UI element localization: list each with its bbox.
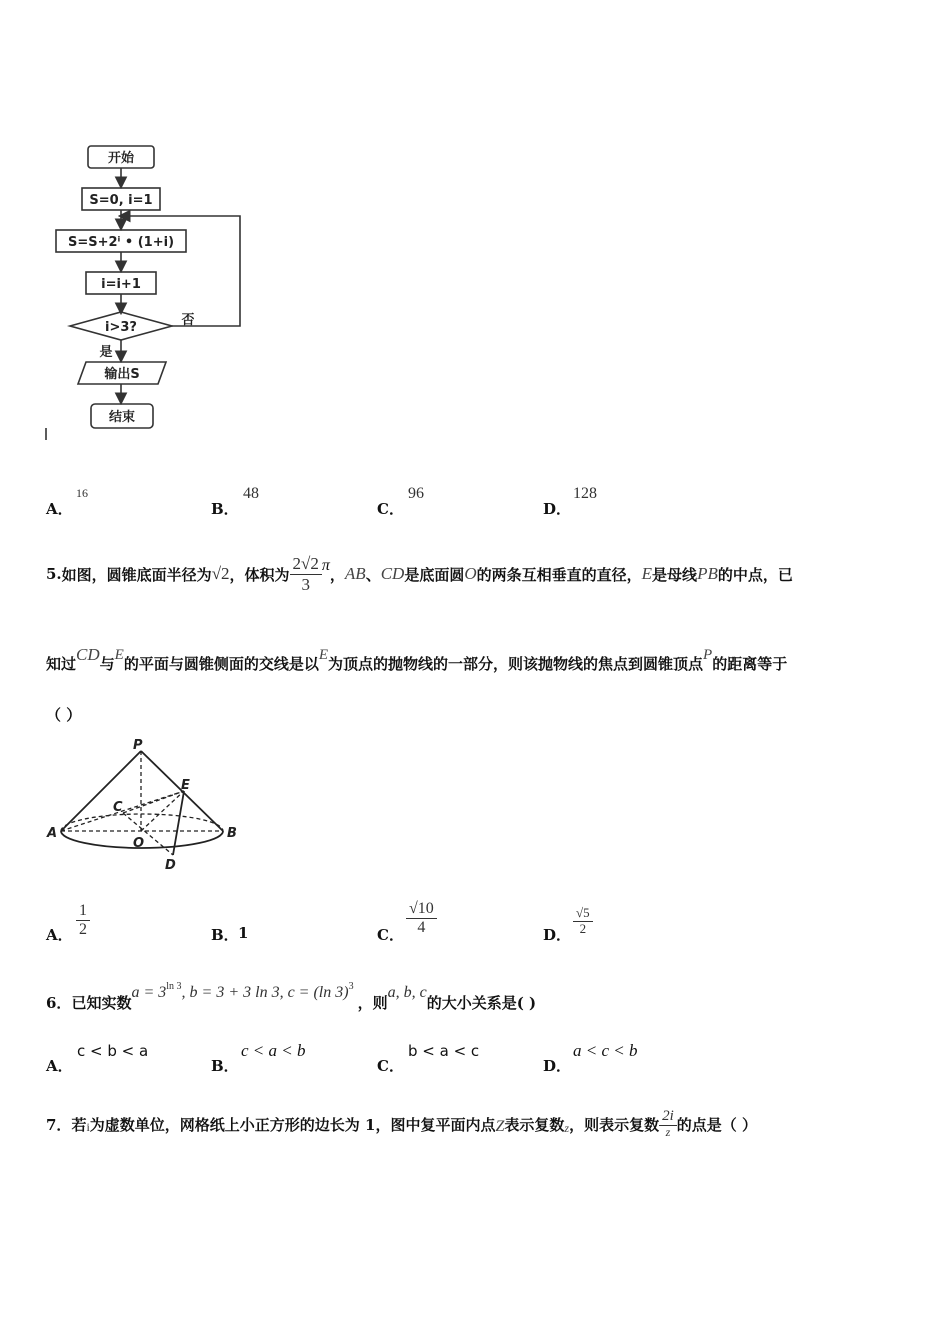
- q4-option-d-letter: D．: [543, 500, 572, 518]
- q6-variables: a, b, c: [387, 984, 427, 1001]
- q5-volume-fraction: [290, 554, 322, 594]
- flow-update-i-text: i=i+1: [101, 277, 141, 292]
- q5-text: 、: [365, 565, 381, 584]
- q7-fraction-num: 2i: [659, 1108, 677, 1126]
- q6-expression-bc: , b = 3 + 3 ln 3, c = (ln 3): [181, 984, 349, 1001]
- q7-number: 7．: [46, 1115, 72, 1134]
- q5-text: 的平面与圆锥侧面的交线是以: [123, 654, 319, 673]
- q5-option-c-den: 4: [417, 919, 426, 937]
- q6-number: 6．: [46, 993, 72, 1012]
- cone-label-e: E: [181, 778, 190, 793]
- q4-option-a-letter: A．: [46, 500, 73, 518]
- q4-option-b-value: 48: [243, 485, 259, 502]
- q5-stem-line1: [46, 548, 793, 600]
- q5-option-b-letter: B．: [211, 926, 239, 944]
- q7-z: z: [564, 1120, 570, 1135]
- flowchart-figure: [40, 138, 255, 443]
- q5-text: 如图，圆锥底面半径为: [61, 565, 212, 584]
- q4-option-b-letter: B．: [211, 500, 239, 518]
- q6-option-a-value: c < b < a: [77, 1042, 149, 1060]
- q6-option-d-letter: D．: [543, 1057, 572, 1075]
- q5-option-a-fraction: [76, 902, 90, 940]
- q5-line2-p: P: [703, 646, 713, 663]
- q5-option-c-letter: C．: [377, 926, 404, 944]
- q5-option-d-num: √5: [573, 906, 593, 922]
- q5-pi: π: [321, 557, 330, 574]
- q6-stem: [46, 980, 537, 1020]
- q5-text: 是底面圆: [404, 565, 465, 584]
- q6-option-c-letter: C．: [377, 1057, 404, 1075]
- q5-text: ，体积为: [229, 565, 290, 584]
- q5-text: 的中点，已: [717, 565, 793, 584]
- cone-label-c: C: [113, 800, 123, 815]
- q5-answer-paren: （ ）: [46, 706, 82, 724]
- q5-e: E: [641, 564, 653, 583]
- q4-option-a-value: 16: [76, 486, 88, 500]
- q4-option-c-letter: C．: [377, 500, 404, 518]
- q5-stem-line2: [46, 645, 788, 678]
- q6-expression-a: a = 3: [131, 984, 167, 1001]
- q5-option-a-den: 2: [79, 921, 87, 939]
- q5-volume-numerator: 2√2: [290, 554, 322, 575]
- q7-point-z: Z: [495, 1118, 505, 1135]
- q5-option-a-num: 1: [76, 902, 90, 921]
- q5-option-b-value: 1: [238, 924, 249, 942]
- q5-option-c-fraction: [406, 900, 437, 938]
- q6-exponent-c: 3: [348, 980, 354, 992]
- q5-text: 知过: [46, 654, 77, 673]
- q6-option-d-value: a < c < b: [573, 1041, 638, 1060]
- cone-label-d: D: [165, 858, 176, 873]
- flow-output-text: 输出S: [104, 367, 140, 382]
- q5-line2-e: E: [114, 646, 124, 663]
- flow-no-label: 否: [181, 313, 195, 328]
- q6-text: ，则: [357, 993, 388, 1012]
- q5-number: 5.: [46, 565, 62, 583]
- q7-text: ，则表示复数: [569, 1115, 660, 1134]
- q6-option-b-letter: B．: [211, 1057, 239, 1075]
- q5-text: 的两条互相垂直的直径，: [476, 565, 642, 584]
- q5-text: 与: [99, 654, 115, 673]
- q7-text: 若: [71, 1115, 87, 1134]
- q5-line2-cd: CD: [76, 645, 100, 664]
- cone-label-p: P: [133, 738, 143, 753]
- q7-i: i: [86, 1119, 90, 1134]
- q5-option-c-num: √10: [406, 900, 437, 919]
- q6-option-b-value: c < a < b: [241, 1041, 306, 1060]
- flow-start-text: 开始: [107, 151, 135, 166]
- q5-option-a-letter: A．: [46, 926, 73, 944]
- q6-text: 已知实数: [71, 993, 132, 1012]
- q4-option-c-value: 96: [408, 485, 424, 502]
- q5-o: O: [464, 564, 477, 583]
- q6-exponent-a: ln 3: [166, 980, 182, 992]
- q5-line2-e2: E: [318, 646, 329, 663]
- q6-option-a-letter: A．: [46, 1057, 73, 1075]
- q5-option-d-fraction: [573, 906, 593, 937]
- cone-label-b: B: [227, 826, 237, 841]
- cone-figure: [45, 735, 255, 875]
- q7-text: 为虚数单位，网格纸上小正方形的边长为 1，图中复平面内点: [89, 1115, 496, 1134]
- q5-text: ，: [329, 565, 345, 584]
- q5-option-d-letter: D．: [543, 926, 572, 944]
- q5-text: 为顶点的抛物线的一部分，则该抛物线的焦点到圆锥顶点: [328, 654, 704, 673]
- flow-init-text: S=0, i=1: [89, 193, 153, 208]
- q7-text: 的点是（ ）: [676, 1115, 757, 1134]
- cone-label-o: O: [133, 836, 145, 851]
- q7-fraction-den: z: [665, 1125, 671, 1140]
- q5-pb: PB: [697, 564, 718, 583]
- q6-option-c-value: b < a < c: [408, 1042, 480, 1060]
- q7-text: 表示复数: [504, 1115, 565, 1134]
- flow-condition-text: i>3?: [105, 320, 137, 335]
- q5-option-d-den: 2: [579, 920, 587, 936]
- q4-option-d-value: 128: [573, 485, 597, 502]
- q5-ab: AB: [344, 564, 366, 583]
- cone-label-a: A: [47, 826, 58, 841]
- q5-text: 是母线: [652, 565, 698, 584]
- q7-fraction: [659, 1108, 677, 1140]
- q7-stem: [46, 1098, 757, 1150]
- q5-radius: √2: [211, 564, 230, 583]
- q5-text: 的距离等于: [712, 654, 788, 673]
- flow-update-s-text: S=S+2ⁱ • (1+i): [67, 235, 175, 250]
- q6-text: 的大小关系是( ): [426, 993, 537, 1012]
- q5-cd: CD: [380, 564, 405, 583]
- flow-yes-label: 是: [99, 345, 113, 360]
- flow-end-text: 结束: [108, 410, 136, 425]
- q5-volume-denominator: 3: [301, 574, 310, 594]
